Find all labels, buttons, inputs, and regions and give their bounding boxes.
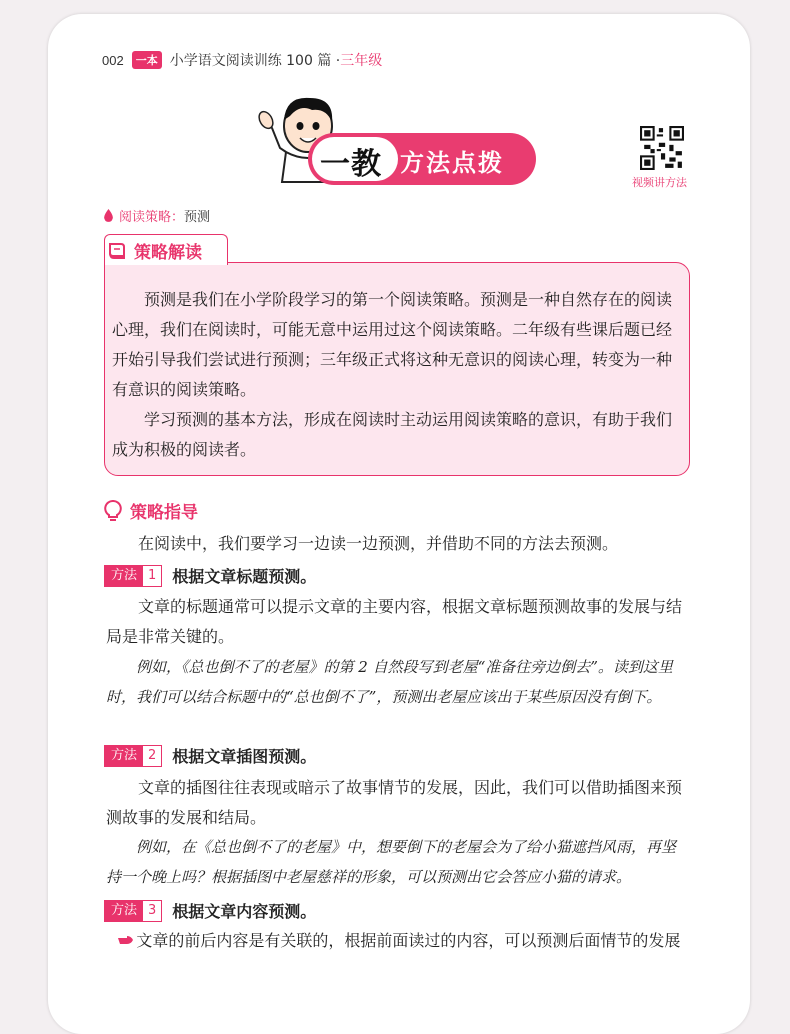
explanation-paragraph-1: 预测是我们在小学阶段学习的第一个阅读策略。预测是一种自然存在的阅读心理，我们在阅读时，可能无意中运用过这个阅读策略。二年级有些课后题已经开始引导我们尝试进行预测；三年级正式将这种无意识的阅读心理，转变为一种有意识的阅读策略。 xyxy=(112,290,673,399)
strategy-label: 阅读策略： xyxy=(119,210,185,225)
method-1-heading xyxy=(104,564,316,587)
guidance-intro: 在阅读中，我们要学习一边读一边预测，并借助不同的方法去预测。 xyxy=(138,534,619,553)
series-badge: 一本 xyxy=(132,51,162,69)
drop-icon xyxy=(103,209,114,223)
method-1-example: 例如，《总也倒不了的老屋》的第 2 自然段写到老屋“准备往旁边倒去”。读到这里时，我们可以结合标题中的“总也倒不了”，预测出老屋应该出于某些原因没有倒下。 xyxy=(106,658,673,706)
section-banner xyxy=(308,133,536,185)
page-number: 002 xyxy=(102,52,124,68)
running-header xyxy=(102,50,382,70)
qr-code-icon[interactable] xyxy=(640,126,684,170)
method-3-heading xyxy=(104,899,316,922)
method-tag: 方法 3 xyxy=(104,900,162,922)
method-title: 根据文章插图预测。 xyxy=(172,747,317,766)
book-title: 小学语文阅读训练 100 篇 · xyxy=(169,53,341,69)
method-tag: 方法 1 xyxy=(104,565,162,587)
method-3-text: 文章的前后内容是有关联的，根据前面读过的内容，可以预测后面情节的发展 xyxy=(136,931,681,950)
section-title-interpretation: 策略解读 xyxy=(108,238,202,263)
strategy-value: 预测 xyxy=(184,210,211,225)
section-title-guidance: 策略指导 xyxy=(104,498,198,523)
explanation-paragraph-2: 学习预测的基本方法，形成在阅读时主动运用阅读策略的意识，有助于我们成为积极的阅读者。 xyxy=(112,410,673,459)
method-title: 根据文章标题预测。 xyxy=(172,567,317,586)
lightbulb-icon xyxy=(104,500,122,522)
grade-label: 三年级 xyxy=(340,53,383,69)
book-icon xyxy=(108,242,128,260)
method-2-example: 例如，在《总也倒不了的老屋》中，想要倒下的老屋会为了给小猫遮挡风雨，再坚持一个晚上吗？根据插图中老屋慈祥的形象，可以预测出它会答应小猫的请求。 xyxy=(106,838,677,886)
qr-caption: 视频讲方法 xyxy=(632,176,687,189)
method-2-text: 文章的插图往往表现或暗示了故事情节的发展，因此，我们可以借助插图来预测故事的发展和结局。 xyxy=(106,778,683,827)
method-1-text: 文章的标题通常可以提示文章的主要内容，根据文章标题预测故事的发展与结局是非常关键的。 xyxy=(106,597,683,646)
reading-strategy-line xyxy=(103,206,210,225)
banner-subtitle: 方法点拨 xyxy=(400,149,504,177)
method-tag: 方法 2 xyxy=(104,745,162,767)
banner-title: 一教 xyxy=(320,147,382,182)
method-title: 根据文章内容预测。 xyxy=(172,902,317,921)
method-2-heading xyxy=(104,744,316,767)
